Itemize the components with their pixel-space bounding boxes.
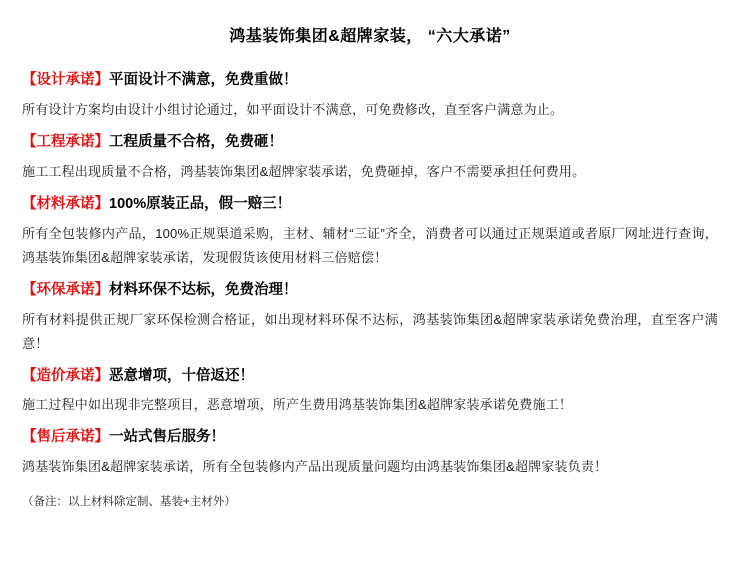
promise-heading — [22, 70, 718, 92]
promise-tag: 【售后承诺】 — [22, 429, 109, 446]
promise-body: 施工过程中如出现非完整项目，恶意增项，所产生费用鸿基装饰集团&超牌家装承诺免费施工！ — [22, 397, 573, 413]
promise-tag: 【工程承诺】 — [22, 134, 109, 151]
promise-block-design — [22, 70, 718, 122]
promise-body: 所有设计方案均由设计小组讨论通过，如平面设计不满意，可免费修改，直至客户满意为止。 — [22, 102, 564, 118]
promise-block-material — [22, 194, 718, 270]
promise-block-environment — [22, 280, 718, 356]
promise-heading — [22, 366, 718, 388]
promise-heading — [22, 427, 718, 449]
promise-body: 鸿基装饰集团&超牌家装承诺，所有全包装修内产品出现质量问题均由鸿基装饰集团&超牌家装负责！ — [22, 459, 608, 475]
promise-headline: 一站式售后服务！ — [109, 429, 225, 446]
promise-tag: 【造价承诺】 — [22, 367, 109, 384]
promise-body: 施工工程出现质量不合格，鸿基装饰集团&超牌家装承诺，免费砸掉，客户不需要承担任何费用。 — [22, 163, 586, 179]
promise-tag: 【材料承诺】 — [22, 195, 109, 212]
promise-body: 所有全包装修内产品，100%正规渠道采购，主材、辅材“三证”齐全，消费者可以通过正规渠道或者原厂网址进行查询，鸿基装饰集团&超牌家装承诺，发现假货该使用材料三倍赔偿！ — [22, 225, 718, 265]
promise-heading — [22, 132, 718, 154]
promise-headline: 100%原装正品，假一赔三！ — [109, 195, 292, 212]
promise-headline: 工程质量不合格，免费砸！ — [109, 134, 283, 151]
promise-tag: 【环保承诺】 — [22, 281, 109, 298]
promise-headline: 材料环保不达标，免费治理！ — [109, 281, 298, 298]
promise-headline: 平面设计不满意，免费重做！ — [109, 72, 298, 89]
promise-heading — [22, 194, 718, 216]
promise-block-pricing — [22, 366, 718, 418]
promise-body: 所有材料提供正规厂家环保检测合格证，如出现材料环保不达标，鸿基装饰集团&超牌家装承诺免费治理，直至客户满意！ — [22, 311, 718, 351]
promise-heading — [22, 280, 718, 302]
promise-block-engineering — [22, 132, 718, 184]
page-title: 鸿基装饰集团&超牌家装， “六大承诺” — [229, 28, 511, 45]
promise-headline: 恶意增项，十倍返还！ — [109, 367, 254, 384]
promise-block-aftersales — [22, 427, 718, 479]
footnote: （备注：以上材料除定制、基装+主材外） — [22, 496, 236, 509]
promise-tag: 【设计承诺】 — [22, 72, 109, 89]
